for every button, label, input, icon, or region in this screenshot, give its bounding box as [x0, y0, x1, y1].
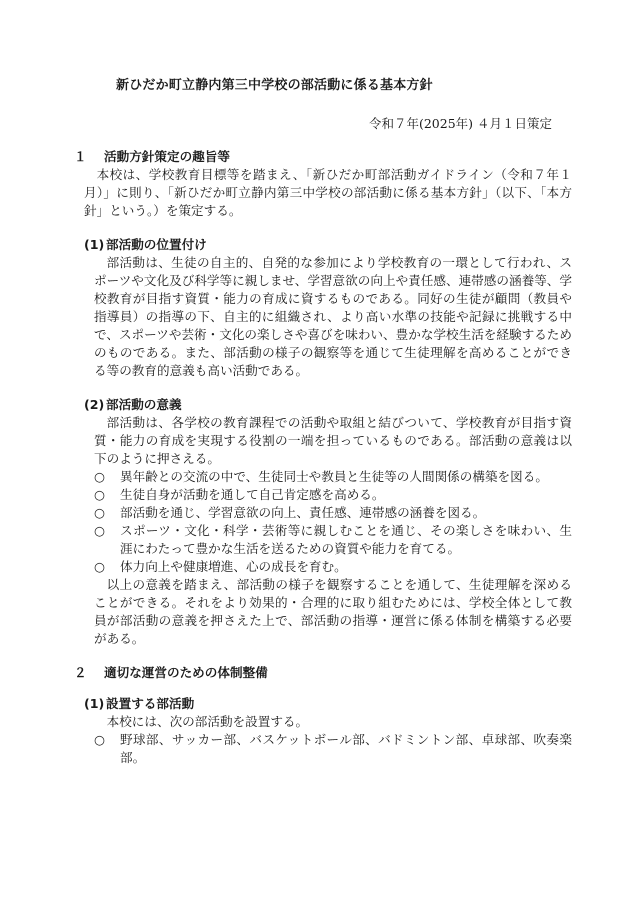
list-item: [94, 522, 572, 558]
subsection-1-number: (1): [84, 237, 105, 252]
document-body: [74, 148, 572, 767]
section-1-title: 活動方針策定の趣旨等: [104, 149, 230, 164]
section-2-number: ２: [74, 665, 87, 680]
list-item-text: 体力向上や健康増進、心の成長を育む。: [120, 559, 347, 574]
list-item: [94, 486, 572, 504]
subsection-2-title: 部活動の意義: [106, 397, 182, 412]
bullet-circle-icon: ○: [94, 559, 105, 574]
section-2-title: 適切な運営のための体制整備: [104, 665, 268, 680]
subsection-2-heading: [84, 396, 572, 414]
list-item-text: スポーツ・文化・科学・芸術等に親しむことを通じ、その楽しさを味わい、生涯にわたって豊かな生活を送るための資質や能力を育てる。: [120, 523, 572, 556]
document-date: 令和７年(2025年) ４月１日策定: [368, 116, 552, 131]
subsection-3-title: 設置する部活動: [106, 696, 195, 711]
list-item-text: 異年齢との交流の中で、生徒同士や教員と生徒等の人間関係の構築を図る。: [120, 469, 548, 484]
subsection-3-number: (1): [84, 696, 105, 711]
bullet-circle-icon: ○: [94, 523, 105, 538]
section-2-heading: [74, 664, 572, 682]
section-1-number: １: [74, 149, 87, 164]
list-item-text: 生徒自身が活動を通して自己肯定感を高める。: [120, 487, 385, 502]
section-1-heading: [74, 148, 572, 166]
list-item: [94, 558, 572, 576]
document-title: 新ひだか町立静内第三中学校の部活動に係る基本方針: [116, 78, 433, 93]
subsection-2-paragraph-2: 以上の意義を踏まえ、部活動の様子を観察することを通して、生徒理解を深めることができる。それをより効果的・合理的に取り組むためには、学校全体として教員が部活動の意義を押さえた上で、部活動の指導・運営に係る体制を構築する必要がある。: [94, 577, 572, 646]
subsection-3-heading: [84, 695, 572, 713]
subsection-1-heading: [84, 236, 572, 254]
subsection-1-paragraph: 部活動は、生徒の自主的、自発的な参加により学校教育の一環として行われ、スポーツや文化及び科学等に親しませ、学習意欲の向上や責任感、連帯感の涵養等、学校教育が目指す資質・能力の育成に資するものである。同好の生徒が顧問（教員や指導員）の指導の下、自主的に組織され、より高い水準の技能や記録に挑戦する中で、スポーツや芸術・文化の楽しさや喜びを味わい、豊かな学校生活を経験するためのものである。また、部活動の様子の観察等を通じて生徒理解を高めることができる等の教育的意義も高い活動である。: [94, 255, 572, 378]
bullet-circle-icon: ○: [94, 487, 105, 502]
bullet-circle-icon: ○: [94, 505, 105, 520]
list-item: [94, 468, 572, 486]
bullet-circle-icon: ○: [94, 732, 105, 747]
list-item: [94, 731, 572, 767]
section-1-paragraph: 本校は、学校教育目標等を踏まえ、「新ひだか町部活動ガイドライン（令和７年１月）」に則り、「新ひだか町立静内第三中学校の部活動に係る基本方針」（以下、「本方針」という。）を策定する。: [84, 167, 572, 218]
list-item: [94, 504, 572, 522]
subsection-1-title: 部活動の位置付け: [106, 237, 207, 252]
subsection-2-paragraph: 部活動は、各学校の教育課程での活動や取組と結びついて、学校教育が目指す資質・能力の育成を実現する役割の一端を担っているものである。部活動の意義は以下のように押さえる。: [94, 415, 572, 466]
subsection-3-paragraph: 本校には、次の部活動を設置する。: [106, 714, 309, 729]
subsection-2-number: (2): [84, 397, 105, 412]
list-item-text: 野球部、サッカー部、バスケットボール部、バドミントン部、卓球部、吹奏楽部。: [120, 732, 572, 765]
list-item-text: 部活動を通じ、学習意欲の向上、責任感、連帯感の涵養を図る。: [120, 505, 486, 520]
bullet-circle-icon: ○: [94, 469, 105, 484]
